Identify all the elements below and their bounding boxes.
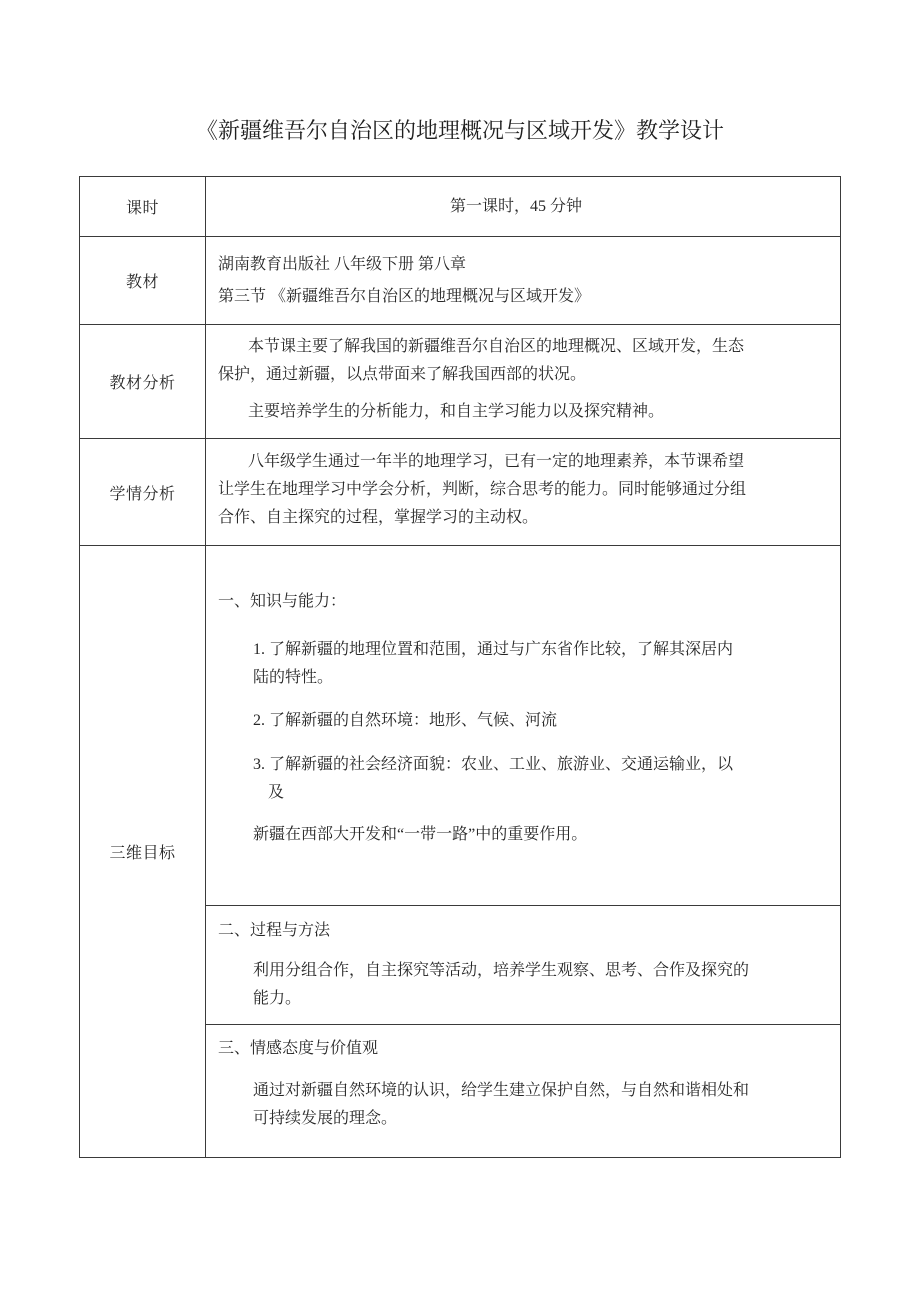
row-content-xueqing-fenxi: [206, 439, 840, 545]
emotion-line-2: 可持续发展的理念。: [253, 1110, 398, 1127]
knowledge-item3-line-3: 新疆在西部大开发和“一带一路”中的重要作用。: [253, 826, 588, 843]
xueqing-fenxi-line-3: 合作、自主探究的过程，掌握学习的主动权。: [218, 509, 539, 526]
row-content-jiaocai-fenxi: [206, 325, 840, 438]
row-content-jiaocai: [206, 237, 840, 324]
table-row-sanwei-mubiao: [80, 545, 840, 1157]
jiaocai-line-2: 第三节 《新疆维吾尔自治区的地理概况与区域开发》: [218, 288, 591, 305]
jiaocai-fenxi-line-1: 本节课主要了解我国的新疆维吾尔自治区的地理概况、区域开发，生态: [248, 338, 745, 355]
table-row-keshi: [80, 177, 840, 236]
emotion-heading: 三、情感态度与价值观: [218, 1040, 379, 1057]
row-label-sanwei-mubiao: 三维目标: [80, 546, 206, 1157]
table-row-xueqing-fenxi: [80, 438, 840, 545]
knowledge-item2: 2. 了解新疆的自然环境：地形、气候、河流: [253, 712, 558, 729]
table-row-jiaocai: [80, 236, 840, 324]
row-label-jiaocai: 教材: [80, 237, 206, 324]
knowledge-heading: 一、知识与能力：: [218, 593, 347, 610]
xueqing-fenxi-line-1: 八年级学生通过一年半的地理学习，已有一定的地理素养，本节课希望: [248, 453, 745, 470]
jiaocai-fenxi-line-3: 主要培养学生的分析能力，和自主学习能力以及探究精神。: [248, 403, 665, 420]
knowledge-item3-line-1: 3. 了解新疆的社会经济面貌：农业、工业、旅游业、交通运输业，以: [253, 756, 734, 773]
row-content-sanwei-mubiao: [206, 546, 840, 1157]
goals-section-process: [206, 905, 840, 1024]
keshi-value: 第一课时，45 分钟: [449, 197, 582, 215]
emotion-line-1: 通过对新疆自然环境的认识，给学生建立保护自然，与自然和谐相处和: [253, 1082, 750, 1099]
process-line-2: 能力。: [253, 990, 302, 1007]
goals-section-emotion: [206, 1024, 840, 1158]
row-content-keshi: [206, 177, 840, 236]
knowledge-item3-line-2: 及: [268, 784, 285, 801]
page-title: 《新疆维吾尔自治区的地理概况与区域开发》教学设计: [195, 118, 724, 143]
row-label-jiaocai-fenxi: 教材分析: [80, 325, 206, 438]
row-label-xueqing-fenxi: 学情分析: [80, 439, 206, 545]
process-heading: 二、过程与方法: [218, 922, 331, 939]
process-line-1: 利用分组合作，自主探究等活动，培养学生观察、思考、合作及探究的: [253, 962, 750, 979]
table-row-jiaocai-fenxi: [80, 324, 840, 438]
jiaocai-line-1: 湖南教育出版社 八年级下册 第八章: [218, 256, 467, 273]
knowledge-item1-line-1: 1. 了解新疆的地理位置和范围，通过与广东省作比较，了解其深居内: [253, 641, 734, 658]
goals-section-knowledge: [206, 546, 840, 905]
xueqing-fenxi-line-2: 让学生在地理学习中学会分析，判断，综合思考的能力。同时能够通过分组: [218, 481, 747, 498]
lesson-plan-table: [79, 176, 841, 1158]
row-label-keshi: 课时: [80, 177, 206, 236]
knowledge-item1-line-2: 陆的特性。: [253, 669, 334, 686]
jiaocai-fenxi-line-2: 保护，通过新疆，以点带面来了解我国西部的状况。: [218, 366, 587, 383]
